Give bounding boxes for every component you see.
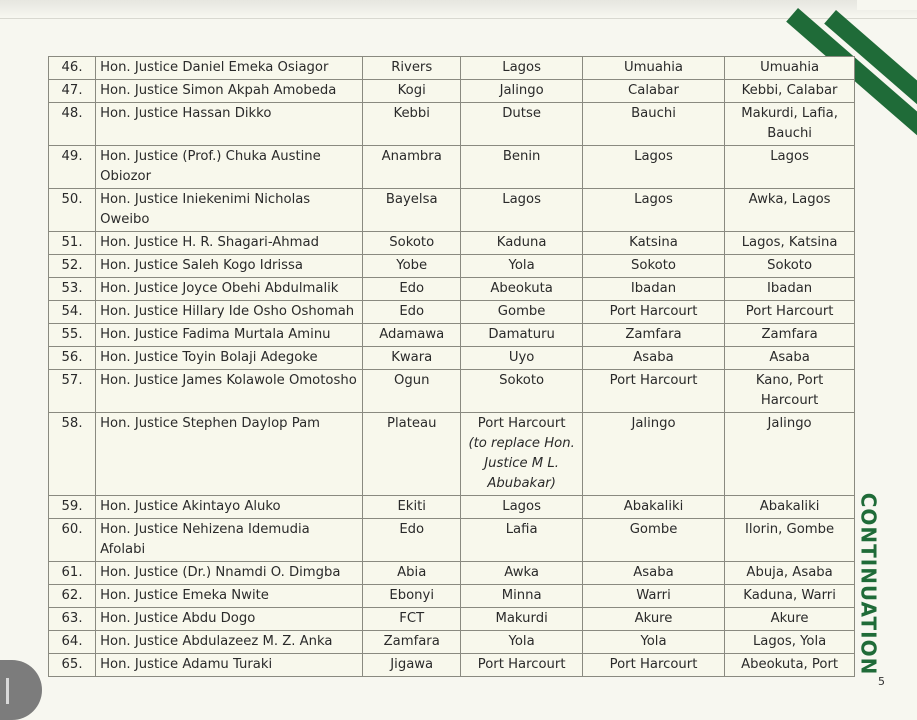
row-number: 59. bbox=[61, 499, 83, 514]
row-number: 61. bbox=[61, 565, 83, 580]
state-of-origin-cell bbox=[363, 413, 461, 496]
row-number: 47. bbox=[61, 83, 83, 98]
table-row bbox=[49, 232, 855, 255]
page-number: 5 bbox=[878, 675, 885, 688]
posting-c: Kaduna, Warri bbox=[743, 588, 836, 603]
posting-a-cell bbox=[461, 519, 582, 562]
posting-c: Ibadan bbox=[767, 281, 813, 296]
posting-b: Calabar bbox=[628, 83, 679, 98]
posting-a-cell bbox=[461, 585, 582, 608]
state-of-origin: Anambra bbox=[381, 149, 442, 164]
posting-a-cell bbox=[461, 347, 582, 370]
judge-name-cell bbox=[96, 278, 363, 301]
posting-c-cell bbox=[725, 232, 855, 255]
posting-b: Asaba bbox=[633, 350, 674, 365]
row-number-cell bbox=[49, 519, 96, 562]
row-number: 57. bbox=[61, 373, 83, 388]
row-number-cell bbox=[49, 370, 96, 413]
state-of-origin-cell bbox=[363, 562, 461, 585]
posting-c-cell bbox=[725, 370, 855, 413]
posting-c: Asaba bbox=[769, 350, 810, 365]
posting-a-cell bbox=[461, 57, 582, 80]
row-number-cell bbox=[49, 278, 96, 301]
posting-a: Damaturu bbox=[488, 327, 555, 342]
posting-b: Lagos bbox=[634, 149, 673, 164]
posting-a: Lagos bbox=[502, 60, 541, 75]
posting-c: Port Harcourt bbox=[745, 304, 834, 319]
posting-a: Lagos bbox=[502, 192, 541, 207]
judge-name-cell bbox=[96, 80, 363, 103]
state-of-origin: Ebonyi bbox=[389, 588, 435, 603]
posting-b: Bauchi bbox=[631, 106, 676, 121]
state-of-origin-cell bbox=[363, 519, 461, 562]
state-of-origin: Plateau bbox=[387, 416, 437, 431]
posting-a-cell bbox=[461, 496, 582, 519]
row-number: 55. bbox=[61, 327, 83, 342]
table-row bbox=[49, 585, 855, 608]
judge-name-cell bbox=[96, 146, 363, 189]
row-number: 46. bbox=[61, 60, 83, 75]
judge-name: Hon. Justice Simon Akpah Amobeda bbox=[100, 83, 337, 98]
posting-c-cell bbox=[725, 324, 855, 347]
state-of-origin-cell bbox=[363, 80, 461, 103]
judge-name: Hon. Justice Iniekenimi Nicholas Oweibo bbox=[100, 192, 311, 227]
state-of-origin: Kebbi bbox=[393, 106, 430, 121]
table-row bbox=[49, 146, 855, 189]
posting-a: Port Harcourt bbox=[477, 657, 566, 672]
judge-name-cell bbox=[96, 232, 363, 255]
judge-name: Hon. Justice Saleh Kogo Idrissa bbox=[100, 258, 303, 273]
posting-c: Makurdi, Lafia, Bauchi bbox=[741, 106, 838, 141]
posting-c: Lagos, Yola bbox=[752, 634, 827, 649]
table-row bbox=[49, 57, 855, 80]
posting-a: Sokoto bbox=[499, 373, 545, 388]
table-row bbox=[49, 347, 855, 370]
row-number-cell bbox=[49, 496, 96, 519]
table-row bbox=[49, 103, 855, 146]
posting-c-cell bbox=[725, 57, 855, 80]
posting-c: Ilorin, Gombe bbox=[745, 522, 835, 537]
state-of-origin-cell bbox=[363, 232, 461, 255]
judge-name-cell bbox=[96, 608, 363, 631]
judge-name-cell bbox=[96, 57, 363, 80]
posting-a: Lagos bbox=[502, 499, 541, 514]
posting-b: Akure bbox=[634, 611, 673, 626]
state-of-origin: FCT bbox=[399, 611, 425, 626]
posting-c-cell bbox=[725, 301, 855, 324]
judge-name: Hon. Justice H. R. Shagari-Ahmad bbox=[100, 235, 319, 250]
judge-name-cell bbox=[96, 413, 363, 496]
posting-c-cell bbox=[725, 413, 855, 496]
judge-name: Hon. Justice Hassan Dikko bbox=[100, 106, 272, 121]
state-of-origin-cell bbox=[363, 324, 461, 347]
posting-a-cell bbox=[461, 301, 582, 324]
judge-name: Hon. Justice Abdu Dogo bbox=[100, 611, 256, 626]
row-number-cell bbox=[49, 146, 96, 189]
state-of-origin: Zamfara bbox=[383, 634, 440, 649]
row-number: 65. bbox=[61, 657, 83, 672]
state-of-origin: Edo bbox=[399, 304, 425, 319]
posting-a: Abeokuta bbox=[490, 281, 553, 296]
judge-name-cell bbox=[96, 189, 363, 232]
table-row bbox=[49, 370, 855, 413]
judge-name: Hon. Justice Akintayo Aluko bbox=[100, 499, 281, 514]
state-of-origin: Yobe bbox=[396, 258, 428, 273]
row-number: 48. bbox=[61, 106, 83, 121]
posting-c-cell bbox=[725, 103, 855, 146]
row-number-cell bbox=[49, 347, 96, 370]
posting-c: Jalingo bbox=[767, 416, 812, 431]
posting-a: Minna bbox=[501, 588, 542, 603]
posting-b: Katsina bbox=[629, 235, 678, 250]
state-of-origin-cell bbox=[363, 347, 461, 370]
posting-b-cell bbox=[582, 80, 724, 103]
posting-a: Jalingo bbox=[499, 83, 544, 98]
posting-a-cell bbox=[461, 80, 582, 103]
row-number-cell bbox=[49, 413, 96, 496]
row-number: 60. bbox=[61, 522, 83, 537]
posting-c-cell bbox=[725, 189, 855, 232]
state-of-origin: Edo bbox=[399, 281, 425, 296]
posting-c: Awka, Lagos bbox=[748, 192, 831, 207]
row-number-cell bbox=[49, 324, 96, 347]
continuation-text: CONTINUATION bbox=[856, 492, 880, 676]
judge-name: Hon. Justice Fadima Murtala Aminu bbox=[100, 327, 331, 342]
state-of-origin: Ogun bbox=[393, 373, 430, 388]
posting-b-cell bbox=[582, 413, 724, 496]
posting-b-cell bbox=[582, 57, 724, 80]
posting-b-cell bbox=[582, 370, 724, 413]
posting-c-cell bbox=[725, 80, 855, 103]
state-of-origin-cell bbox=[363, 103, 461, 146]
state-of-origin: Bayelsa bbox=[385, 192, 438, 207]
row-number-cell bbox=[49, 189, 96, 232]
posting-b: Lagos bbox=[634, 192, 673, 207]
row-number-cell bbox=[49, 585, 96, 608]
row-number: 49. bbox=[61, 149, 83, 164]
posting-c: Abeokuta, Port bbox=[741, 657, 839, 672]
judge-name-cell bbox=[96, 519, 363, 562]
judge-name-cell bbox=[96, 631, 363, 654]
row-number-cell bbox=[49, 654, 96, 677]
posting-a: Makurdi bbox=[495, 611, 548, 626]
posting-b: Gombe bbox=[629, 522, 678, 537]
posting-b-cell bbox=[582, 189, 724, 232]
posting-c: Abuja, Asaba bbox=[746, 565, 833, 580]
judge-name: Hon. Justice Nehizena Idemudia Afolabi bbox=[100, 522, 310, 557]
judge-name: Hon. Justice Toyin Bolaji Adegoke bbox=[100, 350, 318, 365]
posting-c-cell bbox=[725, 519, 855, 562]
row-number: 56. bbox=[61, 350, 83, 365]
judge-name-cell bbox=[96, 562, 363, 585]
posting-c: Lagos bbox=[770, 149, 809, 164]
posting-b-cell bbox=[582, 255, 724, 278]
judge-name: Hon. Justice Adamu Turaki bbox=[100, 657, 273, 672]
table-row bbox=[49, 255, 855, 278]
table-body bbox=[49, 57, 855, 677]
posting-b-cell bbox=[582, 103, 724, 146]
posting-a-cell bbox=[461, 255, 582, 278]
state-of-origin: Sokoto bbox=[389, 235, 435, 250]
posting-c: Sokoto bbox=[767, 258, 813, 273]
row-number: 62. bbox=[61, 588, 83, 603]
posting-b-cell bbox=[582, 301, 724, 324]
row-number: 50. bbox=[61, 192, 83, 207]
table-row bbox=[49, 562, 855, 585]
page-top-edge bbox=[0, 0, 917, 19]
judge-name: Hon. Justice Emeka Nwite bbox=[100, 588, 269, 603]
posting-a: Uyo bbox=[508, 350, 535, 365]
posting-b-cell bbox=[582, 278, 724, 301]
judges-deployment-table bbox=[48, 56, 855, 677]
row-number: 53. bbox=[61, 281, 83, 296]
posting-a-cell bbox=[461, 146, 582, 189]
state-of-origin-cell bbox=[363, 301, 461, 324]
posting-c-cell bbox=[725, 608, 855, 631]
state-of-origin-cell bbox=[363, 57, 461, 80]
posting-a: Benin bbox=[502, 149, 541, 164]
judge-name-cell bbox=[96, 496, 363, 519]
posting-a: Kaduna bbox=[496, 235, 547, 250]
posting-a: Yola bbox=[508, 634, 535, 649]
posting-b: Ibadan bbox=[630, 281, 677, 296]
posting-b-cell bbox=[582, 608, 724, 631]
row-number-cell bbox=[49, 608, 96, 631]
posting-a: Yola bbox=[508, 258, 535, 273]
posting-a-cell bbox=[461, 608, 582, 631]
state-of-origin: Jigawa bbox=[390, 657, 434, 672]
posting-a-cell bbox=[461, 278, 582, 301]
posting-c-cell bbox=[725, 631, 855, 654]
state-of-origin-cell bbox=[363, 631, 461, 654]
judge-name: Hon. Justice Joyce Obehi Abdulmalik bbox=[100, 281, 339, 296]
state-of-origin: Adamawa bbox=[379, 327, 445, 342]
posting-b: Asaba bbox=[633, 565, 674, 580]
table-row bbox=[49, 324, 855, 347]
continuation-label bbox=[851, 492, 885, 676]
posting-c-cell bbox=[725, 562, 855, 585]
table-row bbox=[49, 278, 855, 301]
judge-name-cell bbox=[96, 301, 363, 324]
state-of-origin-cell bbox=[363, 189, 461, 232]
row-number-cell bbox=[49, 562, 96, 585]
replacement-note: (to replace Hon. Justice M L. Abubakar) bbox=[468, 436, 575, 491]
state-of-origin-cell bbox=[363, 278, 461, 301]
judge-name-cell bbox=[96, 347, 363, 370]
posting-b-cell bbox=[582, 347, 724, 370]
posting-c: Umuahia bbox=[760, 60, 820, 75]
state-of-origin: Rivers bbox=[391, 60, 433, 75]
posting-c: Abakaliki bbox=[759, 499, 820, 514]
posting-b: Warri bbox=[636, 588, 671, 603]
table-row bbox=[49, 631, 855, 654]
posting-c: Zamfara bbox=[761, 327, 818, 342]
posting-b-cell bbox=[582, 324, 724, 347]
state-of-origin: Ekiti bbox=[397, 499, 426, 514]
posting-b: Zamfara bbox=[625, 327, 682, 342]
table-row bbox=[49, 189, 855, 232]
state-of-origin-cell bbox=[363, 654, 461, 677]
state-of-origin-cell bbox=[363, 608, 461, 631]
judge-name: Hon. Justice (Dr.) Nnamdi O. Dimgba bbox=[100, 565, 341, 580]
state-of-origin-cell bbox=[363, 255, 461, 278]
posting-a: Awka bbox=[504, 565, 539, 580]
posting-a-cell bbox=[461, 654, 582, 677]
posting-c-cell bbox=[725, 278, 855, 301]
table-row bbox=[49, 608, 855, 631]
state-of-origin-cell bbox=[363, 370, 461, 413]
judge-name: Hon. Justice Stephen Daylop Pam bbox=[100, 416, 320, 431]
row-number: 52. bbox=[61, 258, 83, 273]
posting-c-cell bbox=[725, 585, 855, 608]
judge-name: Hon. Justice (Prof.) Chuka Austine Obiozor bbox=[100, 149, 321, 184]
posting-c-cell bbox=[725, 146, 855, 189]
posting-a-cell bbox=[461, 562, 582, 585]
judge-name-cell bbox=[96, 370, 363, 413]
posting-a-cell bbox=[461, 189, 582, 232]
table-row bbox=[49, 519, 855, 562]
table-row bbox=[49, 413, 855, 496]
posting-c-cell bbox=[725, 654, 855, 677]
state-of-origin: Abia bbox=[397, 565, 427, 580]
posting-c-cell bbox=[725, 496, 855, 519]
posting-a-cell bbox=[461, 324, 582, 347]
posting-a-cell bbox=[461, 370, 582, 413]
posting-a: Gombe bbox=[497, 304, 546, 319]
row-number-cell bbox=[49, 301, 96, 324]
row-number-cell bbox=[49, 57, 96, 80]
row-number-cell bbox=[49, 255, 96, 278]
state-of-origin: Edo bbox=[399, 522, 425, 537]
judge-name: Hon. Justice Abdulazeez M. Z. Anka bbox=[100, 634, 333, 649]
posting-c: Akure bbox=[770, 611, 809, 626]
row-number: 54. bbox=[61, 304, 83, 319]
table-row bbox=[49, 654, 855, 677]
judge-name: Hon. Justice Daniel Emeka Osiagor bbox=[100, 60, 329, 75]
posting-b-cell bbox=[582, 562, 724, 585]
judge-name-cell bbox=[96, 585, 363, 608]
row-number-cell bbox=[49, 103, 96, 146]
row-number: 63. bbox=[61, 611, 83, 626]
posting-b: Port Harcourt bbox=[609, 304, 698, 319]
judge-name: Hon. Justice James Kolawole Omotosho bbox=[100, 373, 357, 388]
posting-b: Umuahia bbox=[623, 60, 684, 75]
posting-a: Lafia bbox=[505, 522, 538, 537]
posting-b-cell bbox=[582, 496, 724, 519]
row-number: 58. bbox=[61, 416, 83, 431]
state-of-origin-cell bbox=[363, 496, 461, 519]
judge-name-cell bbox=[96, 654, 363, 677]
posting-a-cell bbox=[461, 232, 582, 255]
posting-b-cell bbox=[582, 232, 724, 255]
posting-b: Jalingo bbox=[631, 416, 676, 431]
posting-b-cell bbox=[582, 519, 724, 562]
row-number: 51. bbox=[61, 235, 83, 250]
posting-c-cell bbox=[725, 347, 855, 370]
posting-a-cell bbox=[461, 631, 582, 654]
state-of-origin: Kwara bbox=[391, 350, 433, 365]
posting-b: Yola bbox=[640, 634, 667, 649]
posting-c: Lagos, Katsina bbox=[741, 235, 838, 250]
judge-name-cell bbox=[96, 103, 363, 146]
page-tab bbox=[0, 660, 42, 720]
row-number: 64. bbox=[61, 634, 83, 649]
posting-b-cell bbox=[582, 631, 724, 654]
judge-name-cell bbox=[96, 255, 363, 278]
posting-b-cell bbox=[582, 654, 724, 677]
state-of-origin: Kogi bbox=[397, 83, 426, 98]
posting-c: Kano, Port Harcourt bbox=[755, 373, 824, 408]
row-number-cell bbox=[49, 631, 96, 654]
table-row bbox=[49, 80, 855, 103]
table-row bbox=[49, 301, 855, 324]
posting-a: Dutse bbox=[502, 106, 541, 121]
judge-name-cell bbox=[96, 324, 363, 347]
posting-b-cell bbox=[582, 585, 724, 608]
row-number-cell bbox=[49, 80, 96, 103]
posting-b: Port Harcourt bbox=[609, 373, 698, 388]
posting-b: Port Harcourt bbox=[609, 657, 698, 672]
judge-name: Hon. Justice Hillary Ide Osho Oshomah bbox=[100, 304, 355, 319]
posting-a-cell bbox=[461, 103, 582, 146]
row-number-cell bbox=[49, 232, 96, 255]
posting-b-cell bbox=[582, 146, 724, 189]
posting-b: Abakaliki bbox=[623, 499, 684, 514]
posting-c: Kebbi, Calabar bbox=[741, 83, 838, 98]
posting-a-cell bbox=[461, 413, 582, 496]
state-of-origin-cell bbox=[363, 146, 461, 189]
posting-c-cell bbox=[725, 255, 855, 278]
posting-a: Port Harcourt bbox=[477, 416, 566, 431]
posting-b: Sokoto bbox=[631, 258, 676, 273]
table-row bbox=[49, 496, 855, 519]
state-of-origin-cell bbox=[363, 585, 461, 608]
